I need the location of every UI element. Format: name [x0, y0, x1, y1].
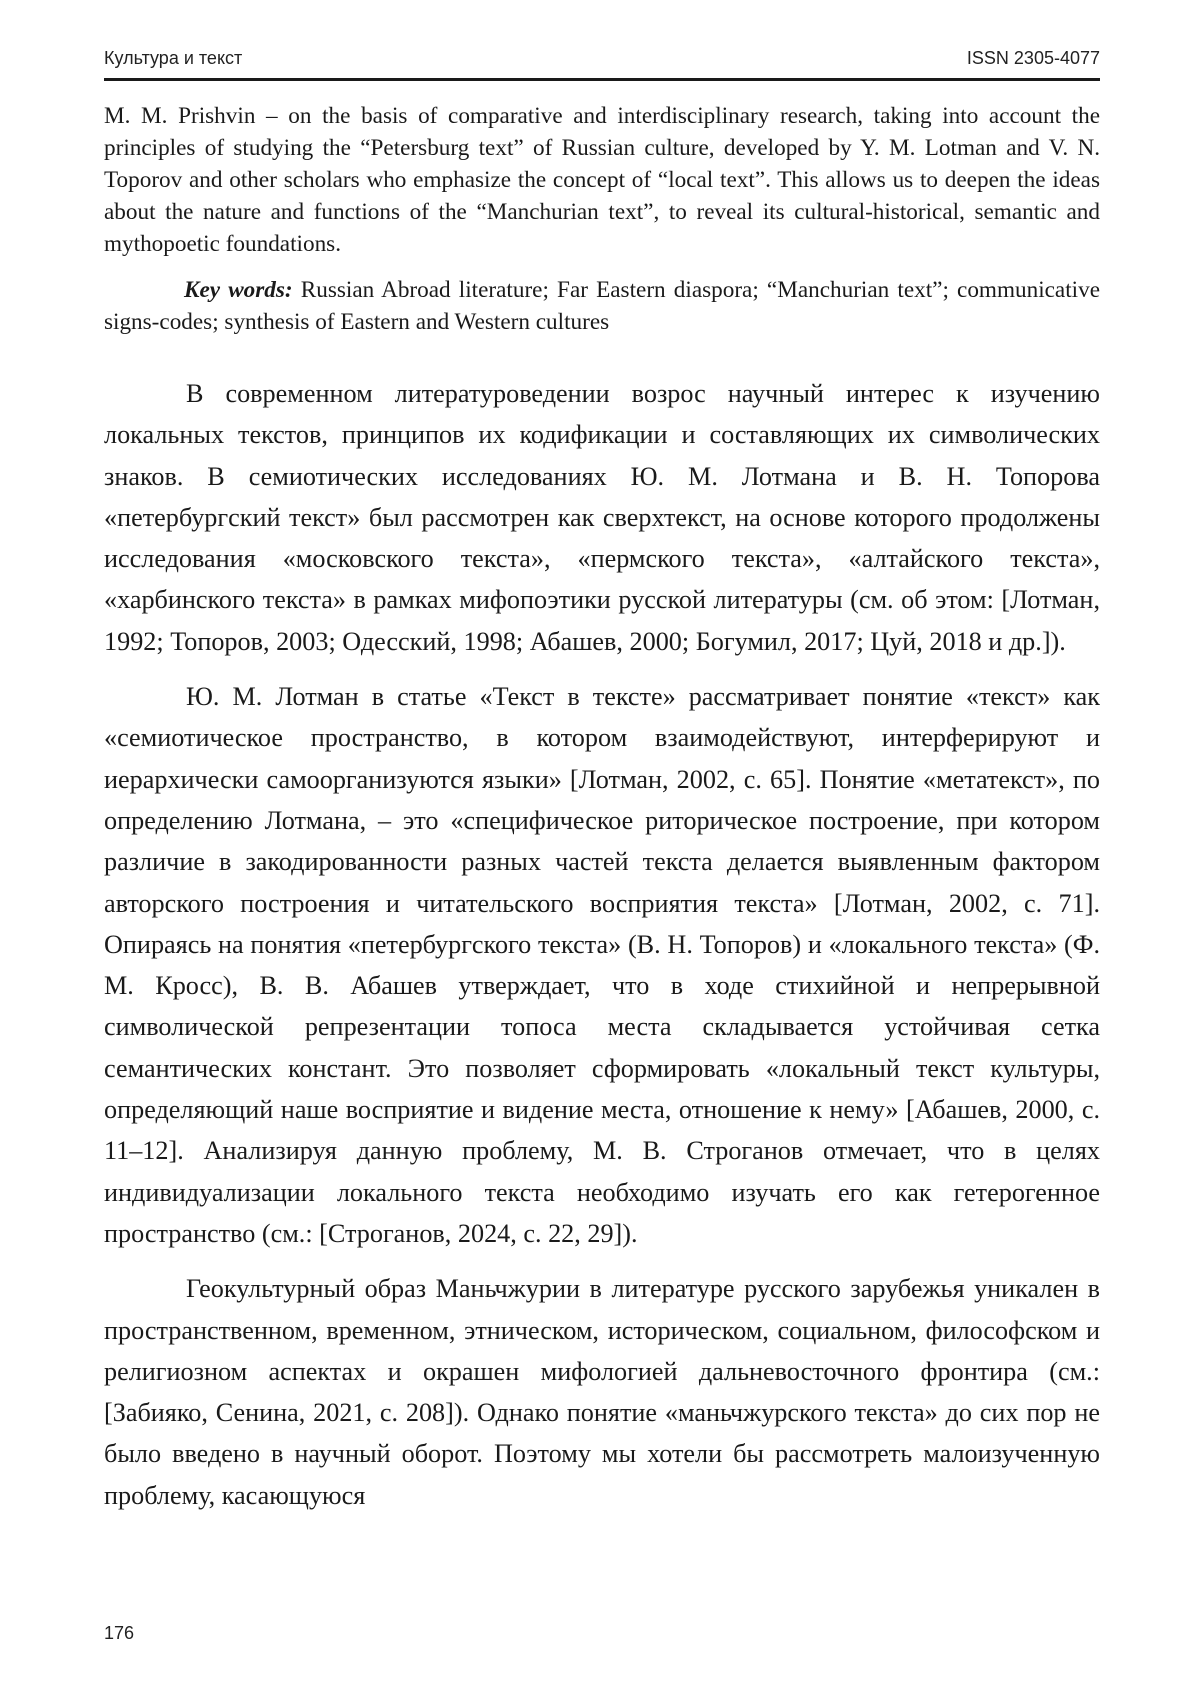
body-paragraph: Ю. М. Лотман в статье «Текст в тексте» рассматривает понятие «текст» как «семиотическое пространство, в котором взаимодействуют, интерферируют и иерархически самоорганизуются языки» [Лотман, 2002, с. 65]. Понятие «метатекст», по определению Лотмана, – это «специфическое риторическое построение, при котором различие в закодированности разных частей текста делается выявленным фактором авторского построения и читательского восприятия текста» [Лотман, 2002, с. 71]. Опираясь на понятия «петербургского текста» (В. Н. Топоров) и «локального текста» (Ф. М. Кросс), В. В. Абашев утверждает, что в ходе стихийной и непрерывной символической репрезентации топоса места складывается устойчивая сетка семантических констант. Это позволяет сформировать «локальный текст культуры, определяющий наше восприятие и видение места, отношение к нему» [Абашев, 2000, с. 11–12]. Анализируя данную проблему, М. В. Строганов отмечает, что в целях индивидуализации локального текста необходимо изучать его как гетерогенное пространство (см.: [Строганов, 2024, с. 22, 29]).: [104, 682, 1100, 1248]
keywords-line: [104, 274, 1100, 338]
running-header: [104, 44, 1100, 81]
body-paragraph: Геокультурный образ Маньчжурии в литературе русского зарубежья уникален в пространственном, временном, этническом, историческом, социальном, философском и религиозном аспектах и окрашен мифологией дальневосточного фронтира (см.: [Забияко, Сенина, 2021, с. 208]). Однако понятие «маньчжурского текста» до сих пор не было введено в научный оборот. Поэтому мы хотели бы рассмотреть малоизученную проблему, касающуюся: [104, 1274, 1100, 1510]
body-paragraph: В современном литературоведении возрос научный интерес к изучению локальных текстов, принципов их кодификации и составляющих их символических знаков. В семиотических исследованиях Ю. М. Лотмана и В. Н. Топорова «петербургский текст» был рассмотрен как сверхтекст, на основе которого продолжены исследования «московского текста», «пермского текста», «алтайского текста», «харбинского текста» в рамках мифопоэтики русской литературы (см. об этом: [Лотман, 1992; Топоров, 2003; Одесский, 1998; Абашев, 2000; Богумил, 2017; Цуй, 2018 и др.]).: [104, 379, 1100, 656]
issn-label: ISSN 2305-4077: [966, 48, 1100, 68]
abstract-text: M. M. Prishvin – on the basis of comparative and interdisciplinary research, taking into account the principles of studying the “Petersburg text” of Russian culture, developed by Y. M. Lotman and V. N. Toporov and other scholars who emphasize the concept of “local text”. This allows us to deepen the ideas about the nature and functions of the “Manchurian text”, to reveal its cultural-historical, semantic and mythopoetic foundations.: [104, 103, 1100, 257]
english-abstract: [104, 100, 1100, 338]
article-body: [104, 373, 1100, 1530]
page-number: 176: [104, 1623, 135, 1643]
keywords-label: Key words:: [184, 277, 293, 303]
keywords-text: Russian Abroad literature; Far Eastern diaspora; “Manchurian text”; communicative signs-codes; synthesis of Eastern and Western cultures: [104, 277, 1100, 335]
journal-title: Культура и текст: [104, 48, 243, 68]
